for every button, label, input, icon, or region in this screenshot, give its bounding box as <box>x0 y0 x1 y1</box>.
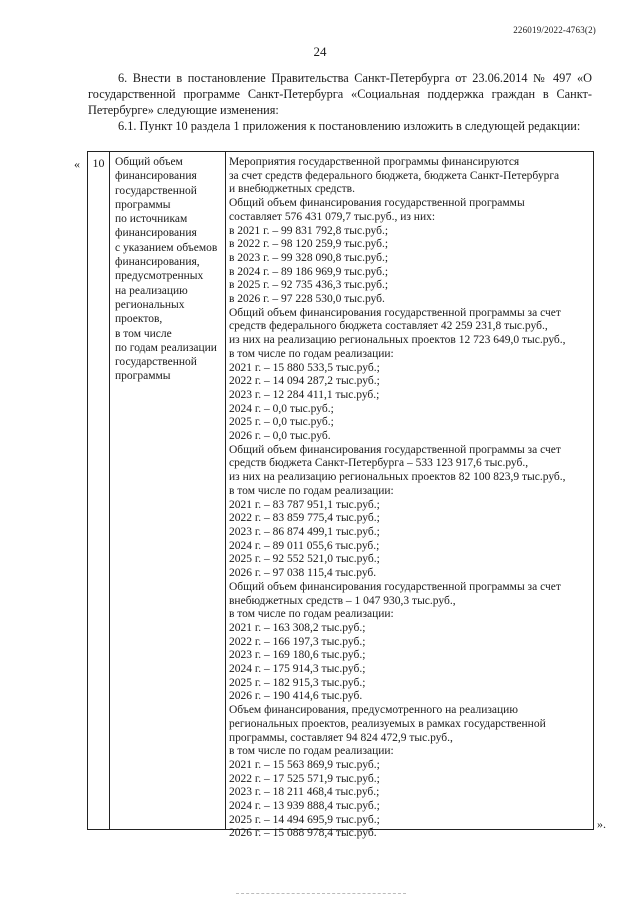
label-line: государственной <box>115 356 197 369</box>
content-line: 2022 г. – 17 525 571,9 тыс.руб.; <box>229 772 380 785</box>
content-line: 2026 г. – 190 414,6 тыс.руб. <box>229 690 363 703</box>
label-line: по источникам <box>115 213 188 226</box>
content-line: 2021 г. – 83 787 951,1 тыс.руб.; <box>229 498 380 511</box>
label-line: на реализацию <box>115 284 188 297</box>
content-line: в 2024 г. – 89 186 969,9 тыс.руб.; <box>229 265 389 278</box>
document-registration-code: 226019/2022-4763(2) <box>513 25 596 35</box>
content-line: 2022 г. – 14 094 287,2 тыс.руб.; <box>229 375 380 388</box>
content-line: 2021 г. – 163 308,2 тыс.руб.; <box>229 621 366 634</box>
content-line: средств федерального бюджета составляет 42 259 231,8 тыс.руб., <box>229 320 548 333</box>
content-line: 2024 г. – 89 011 055,6 тыс.руб.; <box>229 539 380 552</box>
content-line: 2024 г. – 13 939 888,4 тыс.руб.; <box>229 800 380 813</box>
content-line: 2022 г. – 83 859 775,4 тыс.руб.; <box>229 512 380 525</box>
intro-paragraph-2: 6.1. Пункт 10 раздела 1 приложения к постановлению изложить в следующей редакции: <box>118 119 581 133</box>
content-line: в 2026 г. – 97 228 530,0 тыс.руб. <box>229 293 385 306</box>
content-line: 2024 г. – 0,0 тыс.руб.; <box>229 402 334 415</box>
content-line: 2021 г. – 15 880 533,5 тыс.руб.; <box>229 361 380 374</box>
content-line: в том числе по годам реализации: <box>229 745 394 758</box>
content-line: составляет 576 431 079,7 тыс.руб., из них: <box>229 210 436 223</box>
content-line: в том числе по годам реализации: <box>229 484 394 497</box>
content-line: 2025 г. – 14 494 695,9 тыс.руб.; <box>229 813 380 826</box>
table-content-cell <box>226 152 594 840</box>
content-line: Общий объем финансирования государственной программы за счет <box>229 580 561 593</box>
content-line: 2025 г. – 92 552 521,0 тыс.руб.; <box>229 553 380 566</box>
page-number: 24 <box>313 44 327 59</box>
content-line: в 2023 г. – 99 328 090,8 тыс.руб.; <box>229 251 389 264</box>
content-line: внебюджетных средств – 1 047 930,3 тыс.руб., <box>229 594 456 607</box>
table-label-cell <box>110 152 226 829</box>
content-line: Общий объем финансирования государственной программы за счет <box>229 306 561 319</box>
content-line: программы, составляет 94 824 472,9 тыс.руб., <box>229 731 453 744</box>
content-line: 2021 г. – 15 563 869,9 тыс.руб.; <box>229 758 380 771</box>
closing-quote: ». <box>597 817 606 831</box>
content-line: средств бюджета Санкт-Петербурга – 533 123 917,6 тыс.руб., <box>229 457 529 470</box>
label-line: финансирования <box>115 170 197 183</box>
label-line: финансирования <box>115 227 197 240</box>
label-line: финансирования, <box>115 256 200 269</box>
content-line: 2024 г. – 175 914,3 тыс.руб.; <box>229 663 366 676</box>
content-line: региональных проектов, реализуемых в рамках государственной <box>229 717 546 730</box>
content-line: Мероприятия государственной программы финансируются <box>229 156 520 168</box>
opening-quote: « <box>74 157 80 171</box>
content-line: из них на реализацию региональных проектов 82 100 823,9 тыс.руб., <box>229 471 566 484</box>
content-line: в 2021 г. – 99 831 792,8 тыс.руб.; <box>229 224 389 237</box>
content-line: 2022 г. – 166 197,3 тыс.руб.; <box>229 635 366 648</box>
label-line: Общий объем <box>115 156 183 168</box>
content-line: в 2025 г. – 92 735 436,3 тыс.руб.; <box>229 279 389 292</box>
content-line: 2026 г. – 97 038 115,4 тыс.руб. <box>229 567 377 580</box>
intro-text <box>88 70 592 134</box>
label-line: программы <box>115 198 171 211</box>
label-line: государственной <box>115 184 197 197</box>
content-line: в 2022 г. – 98 120 259,9 тыс.руб.; <box>229 238 389 251</box>
content-line: Общий объем финансирования государственной программы <box>229 197 525 210</box>
label-line: с указанием объемов <box>115 241 218 254</box>
content-line: 2026 г. – 0,0 тыс.руб. <box>229 430 331 443</box>
label-line: проектов, <box>115 313 163 326</box>
footer-scan-mark <box>236 893 406 897</box>
label-line: в том числе <box>115 327 172 340</box>
content-line: и внебюджетных средств. <box>229 183 355 196</box>
content-line: 2023 г. – 169 180,6 тыс.руб.; <box>229 649 366 662</box>
content-line: 2023 г. – 18 211 468,4 тыс.руб.; <box>229 786 380 799</box>
intro-paragraph-1: 6. Внести в постановление Правительства Санкт-Петербурга от 23.06.2014 № 497 «О государственной программе Санкт-Петербурга «Социальная поддержка граждан в Санкт-Петербурге» следующие изменения: <box>88 71 592 117</box>
content-line: в том числе по годам реализации: <box>229 347 394 360</box>
content-line: за счет средств федерального бюджета, бюджета Санкт-Петербурга <box>229 169 560 182</box>
content-line: 2023 г. – 86 874 499,1 тыс.руб.; <box>229 525 380 538</box>
label-line: программы <box>115 370 171 383</box>
financing-table <box>87 151 594 840</box>
label-line: региональных <box>115 298 185 311</box>
content-line: 2025 г. – 0,0 тыс.руб.; <box>229 416 334 429</box>
label-line: предусмотренных <box>115 270 204 283</box>
content-line: в том числе по годам реализации: <box>229 608 394 621</box>
content-line: 2025 г. – 182 915,3 тыс.руб.; <box>229 676 366 689</box>
table-row-number: 10 <box>88 152 110 829</box>
content-line: Общий объем финансирования государственной программы за счет <box>229 443 561 456</box>
content-line: из них на реализацию региональных проектов 12 723 649,0 тыс.руб., <box>229 334 566 347</box>
content-line: 2023 г. – 12 284 411,1 тыс.руб.; <box>229 388 380 401</box>
content-line: Объем финансирования, предусмотренного на реализацию <box>229 704 518 717</box>
content-line: 2026 г. – 15 088 978,4 тыс.руб. <box>229 827 377 840</box>
label-line: по годам реализации <box>115 341 217 354</box>
